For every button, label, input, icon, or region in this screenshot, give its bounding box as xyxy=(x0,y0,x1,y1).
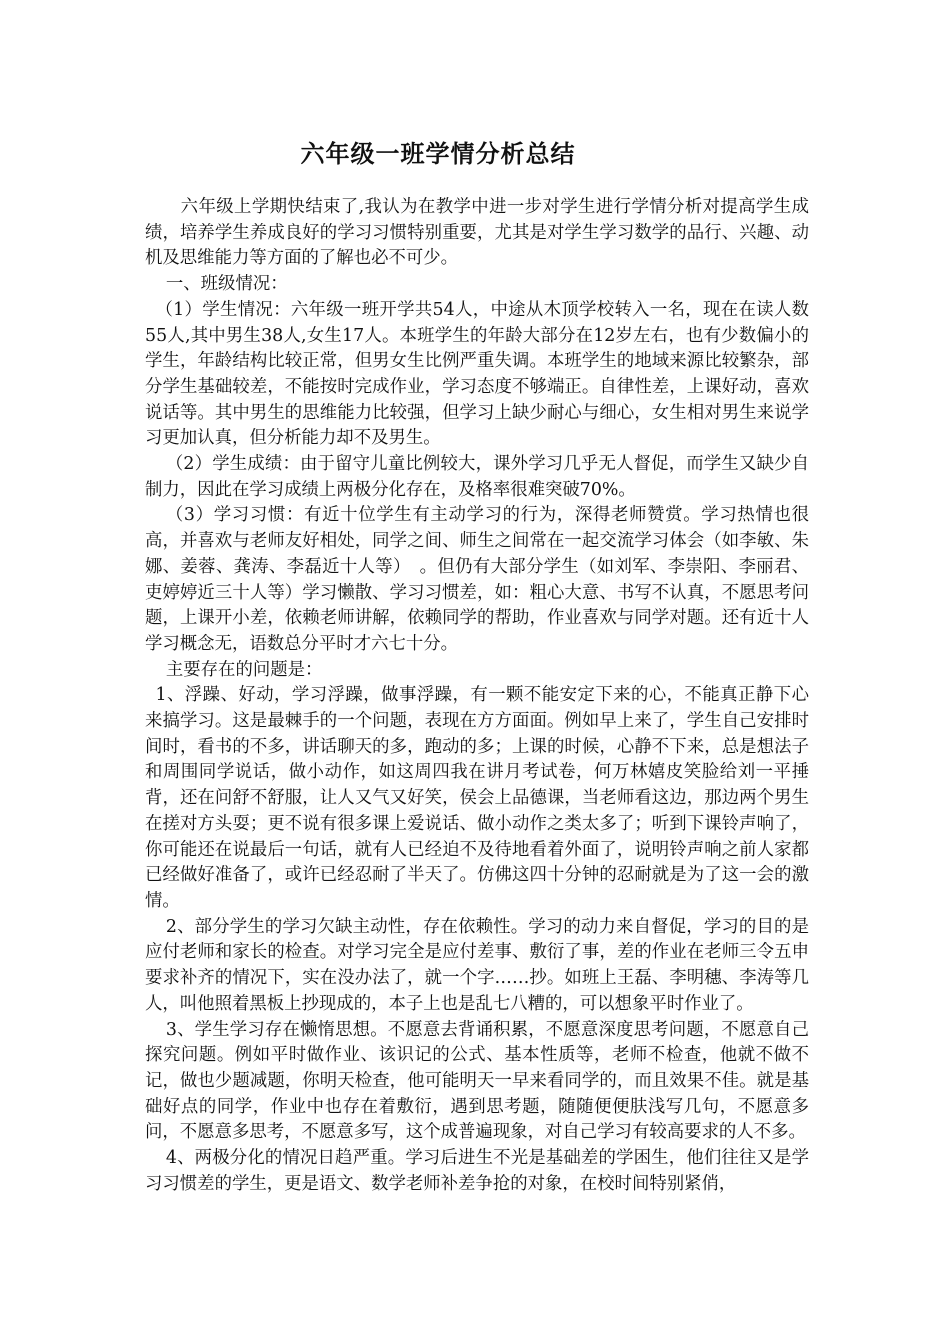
paragraph-study-habits: （3）学习习惯：有近十位学生有主动学习的行为，深得老师赞赏。学习热情也很高，并喜欢与老师友好相处，同学之间、师生之间常在一起交流学习体会（如李敏、朱娜、姜蓉、龚涛、李磊近十人等） 。但仍有大部分学生（如刘军、李崇阳、李丽君、吏婷婷近三十人等）学习懒散、学习习惯差，如：粗心大意、书写不认真，不愿思考问题，上课开小差，依赖老师讲解，依赖同学的帮助，作业喜欢与同学对题。还有近十人学习概念无，语数总分平时才六七十分。 xyxy=(145,505,809,654)
document-title: 六年级一班学情分析总结 xyxy=(300,139,576,168)
intro-paragraph: 六年级上学期快结束了,我认为在教学中进一步对学生进行学情分析对提高学生成绩，培养学生养成良好的学习习惯特别重要，尤其是对学生学习数学的品行、兴趣、动机及思维能力等方面的了解也必不可少。 xyxy=(145,197,809,269)
document-body xyxy=(145,195,809,1197)
paragraph-problem-1: 1、浮躁、好动，学习浮躁，做事浮躁，有一颗不能安定下来的心，不能真正静下心来搞学习。这是最棘手的一个问题，表现在方方面面。例如早上来了，学生自己安排时间时，看书的不多，讲话聊天的多，跑动的多；上课的时候，心静不下来，总是想法子和周围同学说话，做小动作，如这周四我在讲月考试卷，何万林嬉皮笑脸给刘一平捶背，还在问舒不舒服，让人又气又好笑，侯会上品德课，当老师看这边，那边两个男生在搓对方头耍；更不说有很多课上爱说话、做小动作之类太多了；听到下课铃声响了，你可能还在说最后一句话，就有人已经迫不及待地看着外面了，说明铃声响之前人家都已经做好准备了，或许已经忍耐了半天了。仿佛这四十分钟的忍耐就是为了这一会的激情。 xyxy=(145,685,809,911)
section-heading-main-problems: 主要存在的问题是： xyxy=(165,659,323,680)
paragraph-student-scores: （2）学生成绩：由于留守儿童比例较大，课外学习几乎无人督促，而学生又缺少自制力，因此在学习成绩上两极分化存在，及格率很难突破70%。 xyxy=(145,454,809,500)
paragraph-problem-2: 2、部分学生的学习欠缺主动性，存在依赖性。学习的动力来自督促，学习的目的是应付老师和家长的检查。对学习完全是应付差事、敷衍了事，差的作业在老师三令五申要求补齐的情况下，实在没办法了，就一个字……抄。如班上王磊、李明穗、李涛等几人，叫他照着黑板上抄现成的，本子上也是乱七八糟的，可以想象平时作业了。 xyxy=(145,916,809,1014)
section-heading-class-situation: 一、班级情况： xyxy=(165,274,288,295)
paragraph-student-situation: （1）学生情况：六年级一班开学共54人，中途从木顶学校转入一名，现在在读人数55人,其中男生38人,女生17人。本班学生的年龄大部分在12岁左右，也有少数偏小的学生，年龄结构比较正常，但男女生比例严重失调。本班学生的地域来源比较繁杂，部分学生基础较差，不能按时完成作业，学习态度不够端正。自律性差，上课好动，喜欢说话等。其中男生的思维能力比较强，但学习上缺少耐心与细心，女生相对男生来说学习更加认真，但分析能力却不及男生。 xyxy=(145,299,809,449)
paragraph-problem-4: 4、两极分化的情况日趋严重。学习后进生不光是基础差的学困生，他们往往又是学习习惯差的学生，更是语文、数学老师补差争抢的对象，在校时间特别紧俏， xyxy=(145,1148,809,1194)
paragraph-problem-3: 3、学生学习存在懒惰思想。不愿意去背诵积累，不愿意深度思考问题，不愿意自己探究问题。例如平时做作业、该识记的公式、基本性质等，老师不检查，他就不做不记，做也少题减题，你明天检查，他可能明天一早来看同学的，而且效果不佳。就是基础好点的同学，作业中也存在着敷衍，遇到思考题，随随便便肤浅写几句，不愿意多问，不愿意多思考，不愿意多写，这个成普遍现象，对自己学习有较高要求的人不多。 xyxy=(145,1019,809,1143)
